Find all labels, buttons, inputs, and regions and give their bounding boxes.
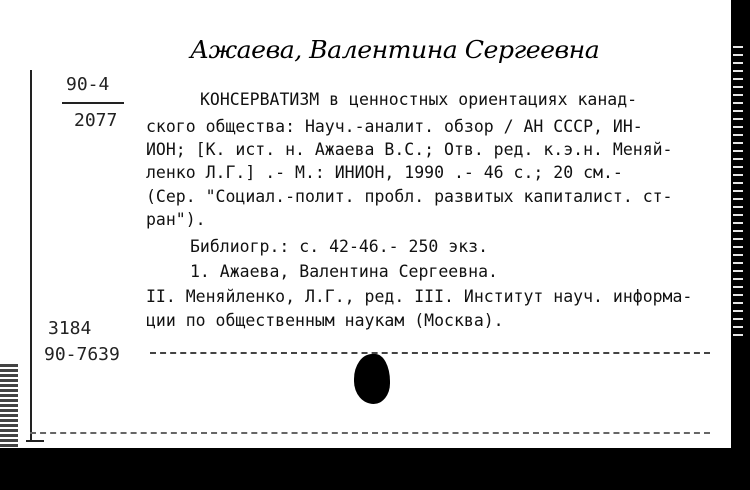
scan-edge-strip	[0, 362, 18, 448]
card-margin-line	[30, 70, 32, 440]
entry-line-1: КОНСЕРВАТИЗМ в ценностных ориентациях канад-	[200, 90, 638, 109]
ink-blot	[354, 354, 390, 404]
scan-right-ticks	[733, 40, 743, 340]
entry-line-6: ран").	[146, 210, 206, 229]
added-entry-line-1: II. Меняйленко, Л.Г., ред. III. Институт науч. информа-	[146, 287, 693, 306]
shelf-code-underline	[62, 102, 124, 104]
call-number: 2077	[74, 110, 118, 131]
lower-code: 3184	[48, 318, 92, 339]
dashed-separator	[150, 352, 710, 354]
entry-line-3: ИОН; [К. ист. н. Ажаева В.С.; Отв. ред. к.э.н. Меняй-	[146, 140, 673, 159]
accession-number: 90-7639	[44, 344, 120, 365]
added-entry-line-2: ции по общественным наукам (Москва).	[146, 311, 504, 330]
entry-line-4: ленко Л.Г.] .- М.: ИНИОН, 1990 .- 46 с.; 20 см.-	[146, 163, 623, 182]
handwritten-author-heading: Ажаева, Валентина Сергеевна	[190, 36, 600, 64]
corner-mark	[26, 440, 44, 442]
bibliography-line: Библиогр.: с. 42-46.- 250 экз.	[190, 237, 489, 256]
bottom-dashed-line	[30, 432, 710, 434]
shelf-code: 90-4	[66, 74, 110, 95]
entry-line-5: (Сер. "Социал.-полит. пробл. развитых капиталист. ст-	[146, 187, 673, 206]
subject-entry-line: 1. Ажаева, Валентина Сергеевна.	[190, 262, 498, 281]
entry-line-2: ского общества: Науч.-аналит. обзор / АН СССР, ИН-	[146, 117, 643, 136]
